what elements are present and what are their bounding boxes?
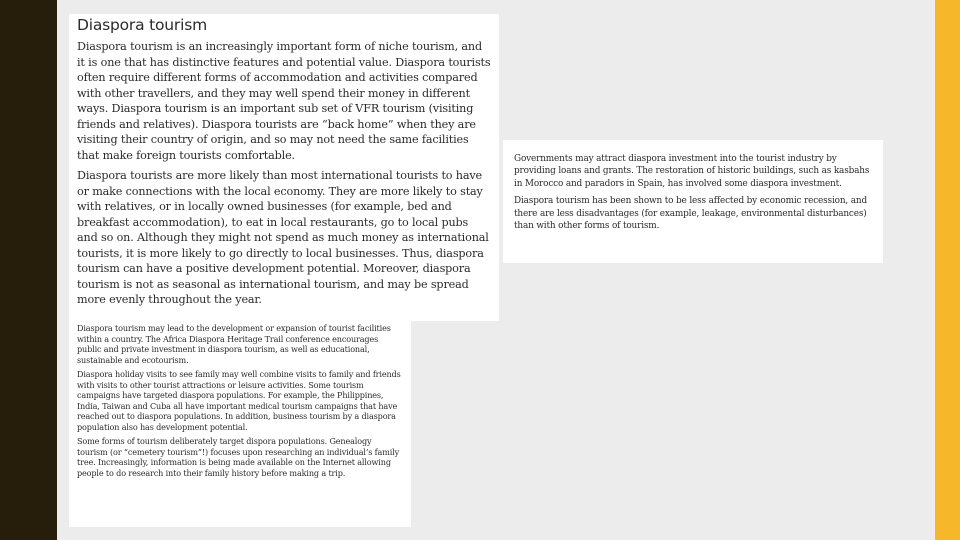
lower-text-panel: [69, 321, 411, 527]
left-accent-bar: [0, 0, 57, 540]
lower-paragraph: Diaspora holiday visits to see family may well combine visits to family and friends with visits to other tourist attractions or leisure activities. Some tourism campaigns have targeted diaspora populations. For example, the Philippines, India, Taiwan and Cuba all have important medical tourism campaigns that have reached out to diaspora populations. In addition, business tourism by a diaspora population also has development potential.: [77, 369, 401, 432]
main-paragraph: Diaspora tourism is an increasingly important form of niche tourism, and it is one that has distinctive features and potential value. Diaspora tourists often require different forms of accommodation and activities compared with other travellers, and they may well spend their money in different ways. Diaspora tourism is an important sub set of VFR tourism (visiting friends and relatives). Diaspora tourists are “back home” when they are visiting their country of origin, and so may not need the same facilities that make foreign tourists comfortable.: [77, 40, 491, 162]
right-accent-bar: [935, 0, 960, 540]
main-paragraph: Diaspora tourists are more likely than most international tourists to have or make connections with the local economy. They are more likely to stay with relatives, or in locally owned businesses (for example, bed and breakfast accommodation), to eat in local restaurants, go to local pubs and so on. Although they might not spend as much money as international tourists, it is more likely to go directly to local businesses. Thus, diaspora tourism can have a positive development potential. Moreover, diaspora tourism is not as seasonal as international tourism, and may be spread more evenly throughout the year.: [77, 169, 489, 306]
right-paragraph: Governments may attract diaspora investment into the tourist industry by providing loans and grants. The restoration of historic buildings, such as kasbahs in Morocco and paradors in Spain, has involved some diaspora investment.: [514, 154, 870, 189]
main-text-panel: [69, 14, 499, 321]
page-title: Diaspora tourism: [77, 16, 207, 34]
lower-paragraph: Some forms of tourism deliberately target dispora populations. Genealogy tourism (or “cemetery tourism”!) focuses upon researching an individual’s family tree. Increasingly, information is being made available on the Internet allowing people to do research into their family history before making a trip.: [77, 436, 400, 478]
right-text-panel: [503, 140, 883, 263]
lower-paragraph: Diaspora tourism may lead to the development or expansion of tourist facilities within a country. The Africa Diaspora Heritage Trail conference encourages public and private investment in diaspora tourism, as well as educational, sustainable and ecotourism.: [77, 323, 391, 365]
right-paragraph: Diaspora tourism has been shown to be less affected by economic recession, and there are less disadvantages (for example, leakage, environmental disturbances) than with other forms of tourism.: [514, 196, 867, 232]
